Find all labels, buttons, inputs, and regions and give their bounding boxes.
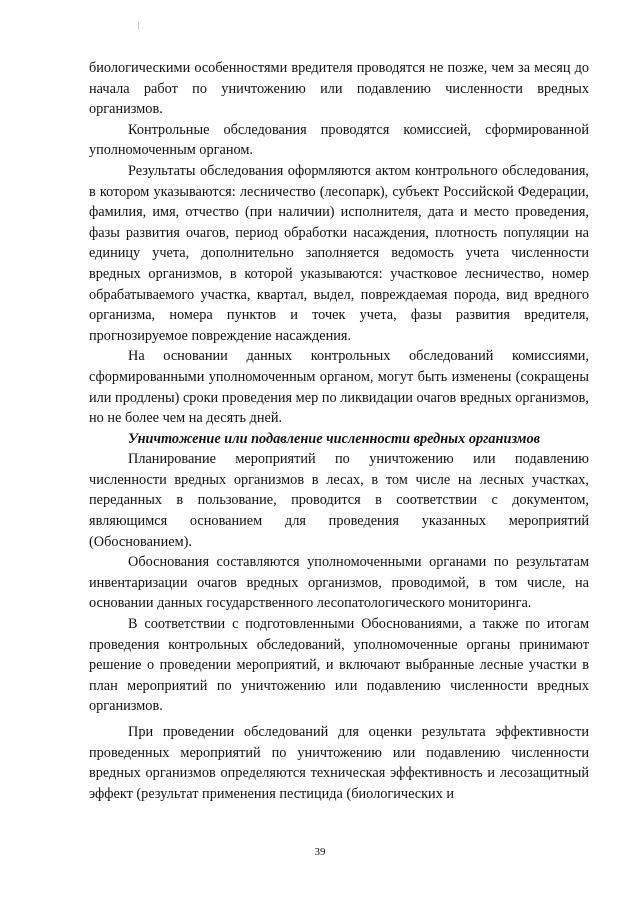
page-number: 39: [314, 846, 326, 858]
paragraph-deadline-changes: На основании данных контрольных обследований комиссиями, сформированными уполномоченным органом, могут быть изменены (сокращены или продлены) сроки проведения мер по ликвидации очагов вредных организмов, но не более чем на десять дней.: [89, 348, 589, 427]
paragraph-control-surveys: Контрольные обследования проводятся комиссией, сформированной уполномоченным органом.: [89, 121, 589, 159]
section-heading: Уничтожение или подавление численности вредных организмов: [128, 430, 540, 447]
paragraph-continuation: биологическими особенностями вредителя проводятся не позже, чем за месяц до начала работ по уничтожению или подавлению численности вредных организмов.: [89, 60, 589, 118]
document-page: [89, 58, 589, 804]
paragraph-planning: Планирование мероприятий по уничтожению или подавлению численности вредных организмов в лесах, в том числе на лесных участках, переданных в пользование, проводится в соответствии с документом, являющимся основанием для проведения указанных мероприятий (Обоснованием).: [89, 451, 589, 550]
scan-mark: [138, 22, 139, 30]
paragraph-decision: В соответствии с подготовленными Обоснованиями, а также по итогам проведения контрольных обследований, уполномоченные органы принимают решение о проведении мероприятий, и включают выбранные лесные участки в план мероприятий по уничтожению или подавлению численности вредных организмов.: [89, 616, 589, 715]
paragraph-effectiveness: При проведении обследований для оценки результата эффективности проведенных мероприятий по уничтожению или подавлению численности вредных организмов определяются техническая эффективность и лесозащитный эффект (результат применения пестицида (биологических и: [89, 724, 589, 802]
paragraph-survey-results: Результаты обследования оформляются актом контрольного обследования, в котором указываются: лесничество (лесопарк), субъект Российской Федерации, фамилия, имя, отчество (при наличии) исполнителя, дата и место проведения, фазы развития очагов, период обработки насаждения, плотность популяции на единицу учета, дополнительно заполняется ведомость учета численности вредных организмов, в которой указываются: участковое лесничество, номер обрабатываемого участка, квартал, выдел, повреждаемая порода, вид вредного организма, номера пунктов и точек учета, фазы развития вредителя, прогнозируемое повреждение насаждения.: [89, 162, 589, 344]
paragraph-justifications: Обоснования составляются уполномоченными органами по результатам инвентаризации очагов вредных организмов, проводимой, в том числе, на основании данных государственного лесопатологического мониторинга.: [89, 554, 589, 612]
